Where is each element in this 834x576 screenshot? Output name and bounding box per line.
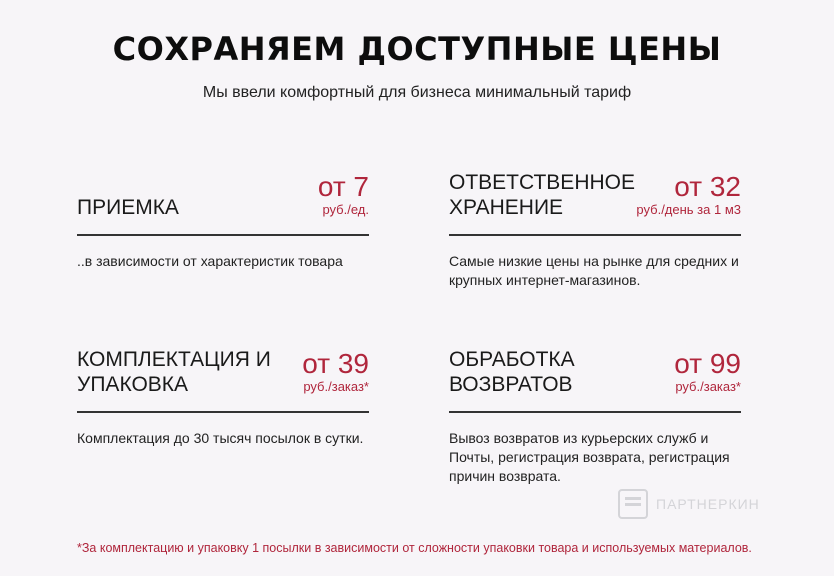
pricing-card-storage — [449, 172, 741, 290]
card-price-box — [302, 349, 369, 395]
card-description: Самые низкие цены на рынке для средних и крупных интернет-магазинов. — [449, 253, 739, 288]
card-price-box — [318, 172, 369, 218]
page-title: СОХРАНЯЕМ ДОСТУПНЫЕ ЦЕНЫ — [112, 30, 722, 68]
card-price: от 39 — [302, 348, 369, 379]
page-subtitle: Мы ввели комфортный для бизнеса минимальный тариф — [202, 84, 632, 101]
card-divider — [449, 234, 741, 236]
card-description: ..в зависимости от характеристик товара — [77, 253, 343, 269]
pricing-card-packing — [77, 349, 369, 448]
card-price-unit: руб./ед. — [322, 202, 369, 217]
card-price-box — [674, 349, 741, 395]
pricing-card-returns — [449, 349, 741, 486]
card-header — [449, 172, 741, 234]
card-header — [77, 172, 369, 234]
card-divider — [77, 411, 369, 413]
card-header — [449, 349, 741, 411]
chat-bubble-icon — [618, 489, 648, 519]
watermark — [618, 489, 760, 519]
card-description: Вывоз возвратов из курьерских служб и Почты, регистрация возврата, регистрация причин возврата. — [449, 430, 730, 484]
card-title: ОБРАБОТКА ВОЗВРАТОВ — [449, 348, 575, 396]
pricing-card-receiving — [77, 172, 369, 271]
card-title: КОМПЛЕКТАЦИЯ И УПАКОВКА — [77, 348, 271, 396]
watermark-text: ПАРТНЕРКИН — [656, 496, 760, 512]
card-price: от 7 — [317, 171, 369, 202]
card-price-unit: руб./заказ* — [675, 379, 741, 394]
card-description: Комплектация до 30 тысяч посылок в сутки. — [77, 430, 364, 446]
card-price-unit: руб./заказ* — [303, 379, 369, 394]
card-price-box — [636, 172, 741, 218]
card-title: ПРИЕМКА — [77, 196, 179, 219]
card-divider — [77, 234, 369, 236]
card-header — [77, 349, 369, 411]
card-price: от 32 — [674, 171, 741, 202]
footnote: *За комплектацию и упаковку 1 посылки в зависимости от сложности упаковки товара и используемых материалов. — [77, 541, 752, 555]
card-price: от 99 — [674, 348, 741, 379]
card-divider — [449, 411, 741, 413]
card-price-unit: руб./день за 1 м3 — [636, 202, 741, 217]
card-title: ОТВЕТСТВЕННОЕ ХРАНЕНИЕ — [449, 171, 635, 219]
